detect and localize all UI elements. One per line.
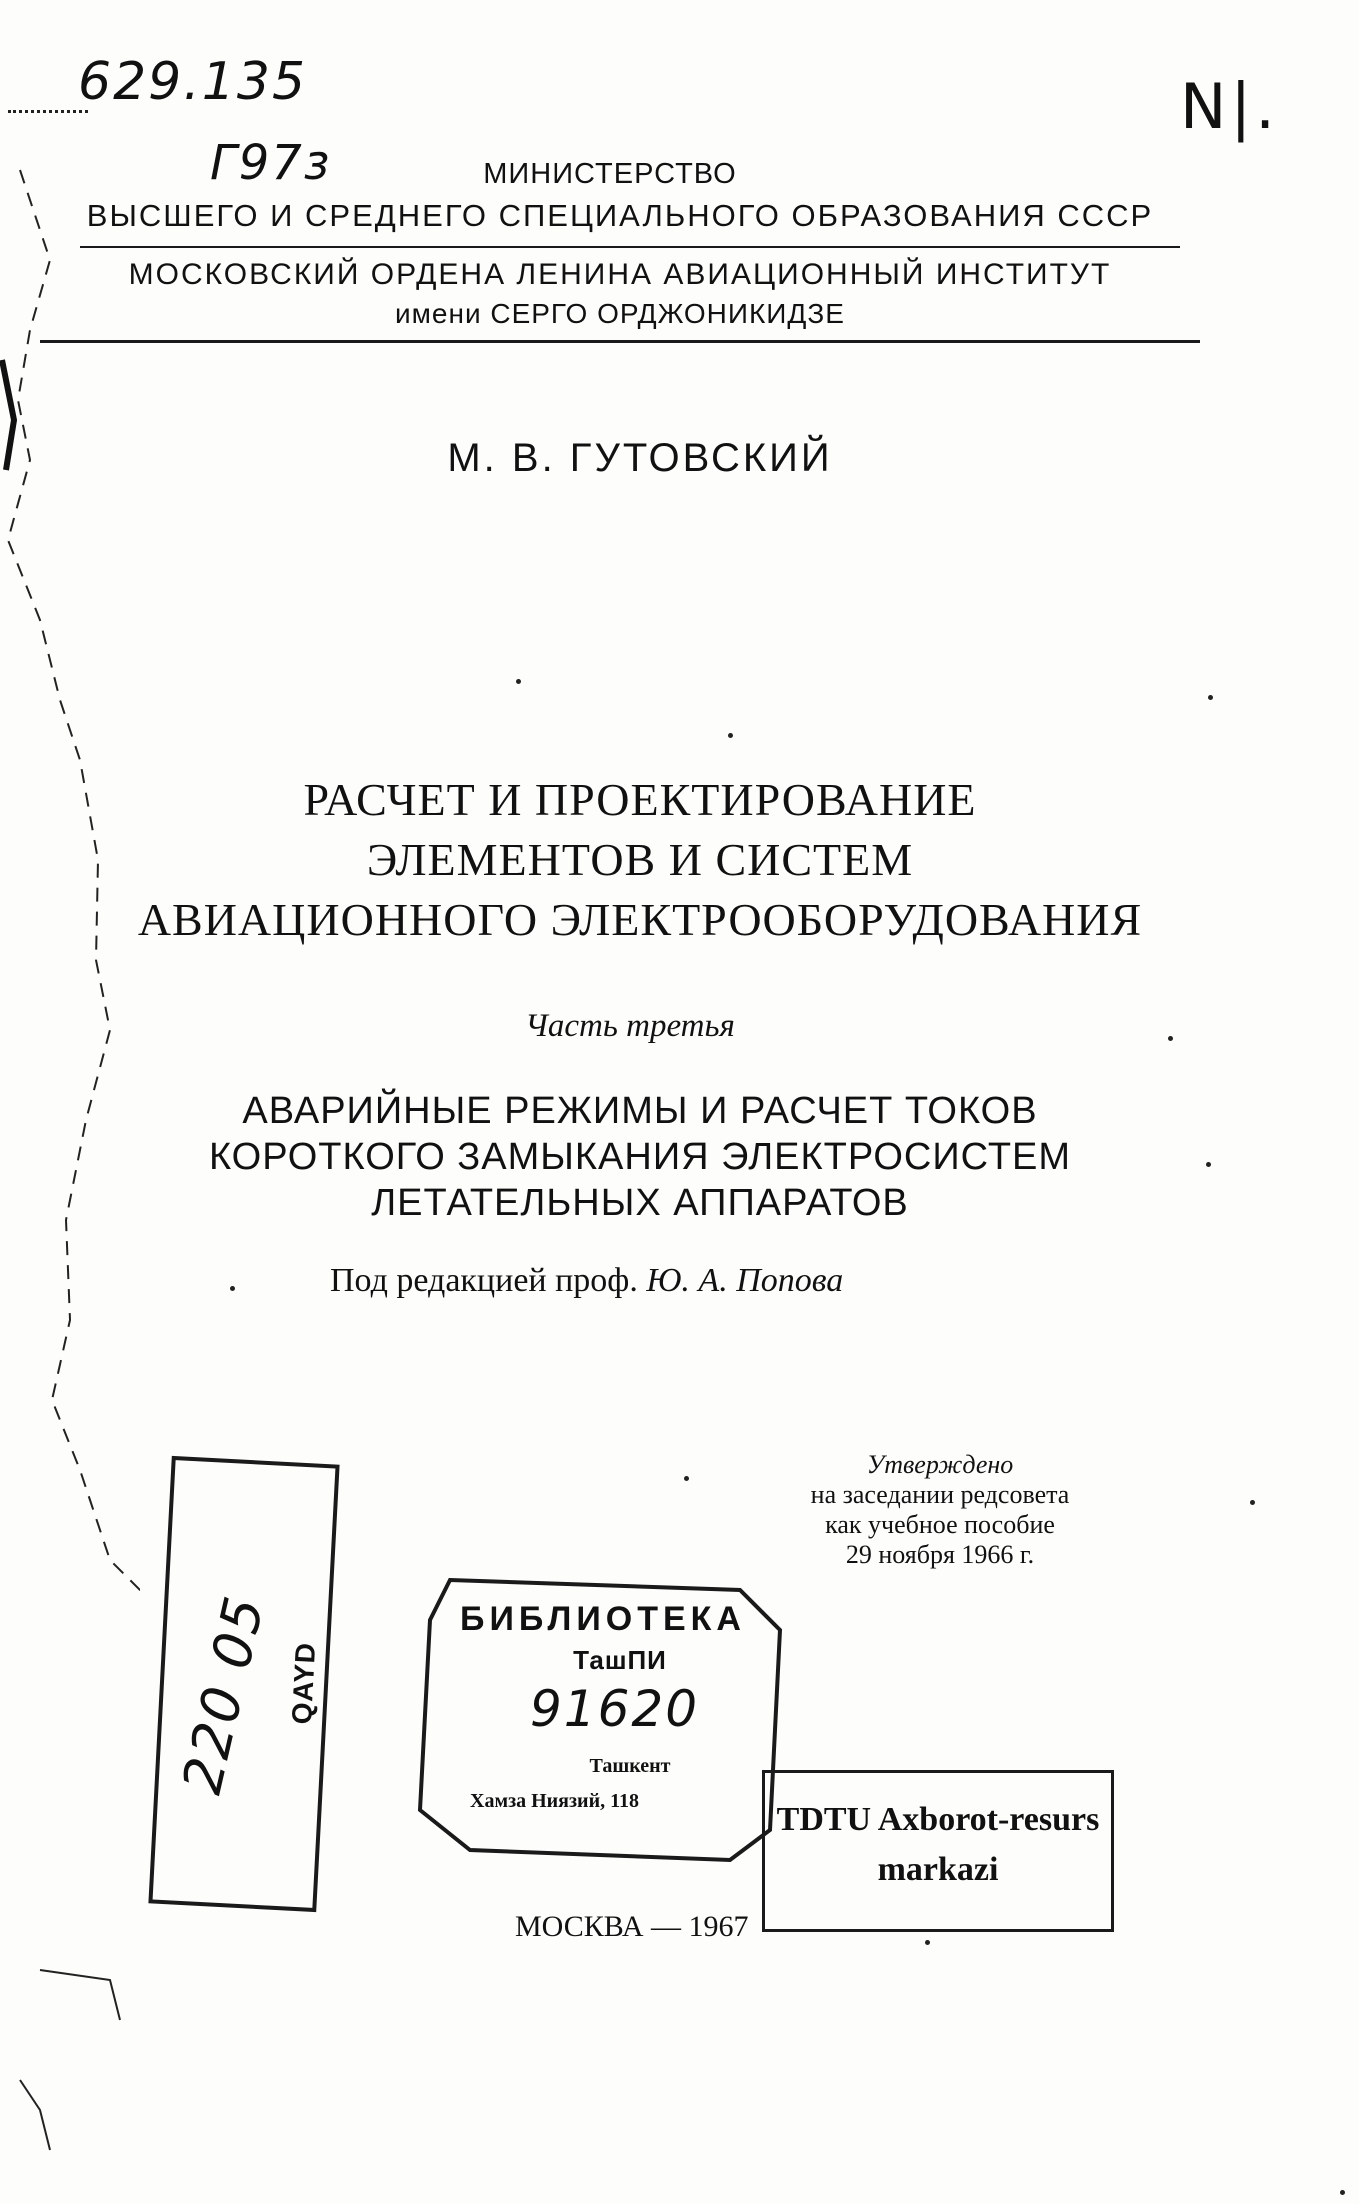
- side-stamp-number: 220 05: [170, 1589, 277, 1800]
- editor-name: Ю. А. Попова: [646, 1262, 844, 1299]
- registration-stamp: [148, 1456, 339, 1912]
- approval-line-3: как учебное пособие: [825, 1510, 1055, 1539]
- scan-dot: [684, 1476, 689, 1481]
- tdtu-stamp-line-1: TDTU Axborot-resurs: [776, 1801, 1100, 1838]
- approval-line-4: 29 ноября 1966 г.: [845, 1540, 1035, 1569]
- scan-dot: [1250, 1500, 1255, 1505]
- author-code: Г97з: [210, 135, 332, 191]
- catalog-number: 629.135: [78, 52, 308, 112]
- library-stamp-number: 91620: [530, 1680, 700, 1738]
- ministry-line-1: МИНИСТЕРСТВО: [483, 158, 737, 190]
- subtitle-line-2: КОРОТКОГО ЗАМЫКАНИЯ ЭЛЕКТРОСИСТЕМ: [208, 1136, 1072, 1178]
- library-stamp-title: БИБЛИОТЕКА: [460, 1600, 746, 1638]
- ministry-line-2: ВЫСШЕГО И СРЕДНЕГО СПЕЦИАЛЬНОГО ОБРАЗОВАНИЯ СССР: [86, 198, 1154, 233]
- approval-block: [740, 1450, 1140, 1570]
- scan-dot: [1340, 2190, 1345, 2195]
- title-line-2: ЭЛЕМЕНТОВ И СИСТЕМ: [366, 834, 914, 885]
- header-rule-bottom: [40, 340, 1200, 343]
- scan-dot: [230, 1286, 235, 1291]
- tdtu-stamp-line-2: markazi: [877, 1851, 999, 1888]
- scan-dot: [1206, 1162, 1211, 1167]
- scan-dot: [728, 733, 733, 738]
- author-name: М. В. ГУТОВСКИЙ: [447, 436, 833, 480]
- approval-line-2: на заседании редсовета: [810, 1480, 1070, 1509]
- library-stamp-street: Хамза Ниязий, 118: [470, 1790, 639, 1812]
- editor-prefix: Под редакцией проф.: [330, 1262, 638, 1299]
- institute-line-1: МОСКОВСКИЙ ОРДЕНА ЛЕНИНА АВИАЦИОННЫЙ ИНСТИТУТ: [128, 258, 1112, 291]
- scan-dot: [1208, 695, 1213, 700]
- side-stamp-text: QAYD: [285, 1641, 322, 1726]
- left-edge-scan-artifact: [0, 0, 140, 2204]
- title-line-1: РАСЧЕТ И ПРОЕКТИРОВАНИЕ: [303, 774, 977, 825]
- imprint: МОСКВА — 1967: [515, 1910, 749, 1943]
- sheet-mark: N|.: [1180, 70, 1279, 143]
- tdtu-stamp: [762, 1770, 1114, 1932]
- title-line-3: АВИАЦИОННОГО ЭЛЕКТРООБОРУДОВАНИЯ: [137, 894, 1143, 945]
- subtitle-line-1: АВАРИЙНЫЕ РЕЖИМЫ И РАСЧЕТ ТОКОВ: [242, 1090, 1038, 1132]
- part-label: Часть третья: [525, 1008, 735, 1044]
- approval-line-1: Утверждено: [866, 1450, 1014, 1479]
- scan-dot: [925, 1940, 930, 1945]
- institute-line-2: имени СЕРГО ОРДЖОНИКИДЗЕ: [395, 298, 845, 329]
- subtitle-line-3: ЛЕТАТЕЛЬНЫХ АППАРАТОВ: [371, 1182, 909, 1224]
- scan-dot: [516, 679, 521, 684]
- scan-dot: [1168, 1036, 1173, 1041]
- library-stamp-city: Ташкент: [589, 1755, 671, 1777]
- library-stamp-sub: ТашПИ: [573, 1645, 667, 1675]
- editor-line: [330, 1262, 1030, 1300]
- header-rule-top: [80, 246, 1180, 248]
